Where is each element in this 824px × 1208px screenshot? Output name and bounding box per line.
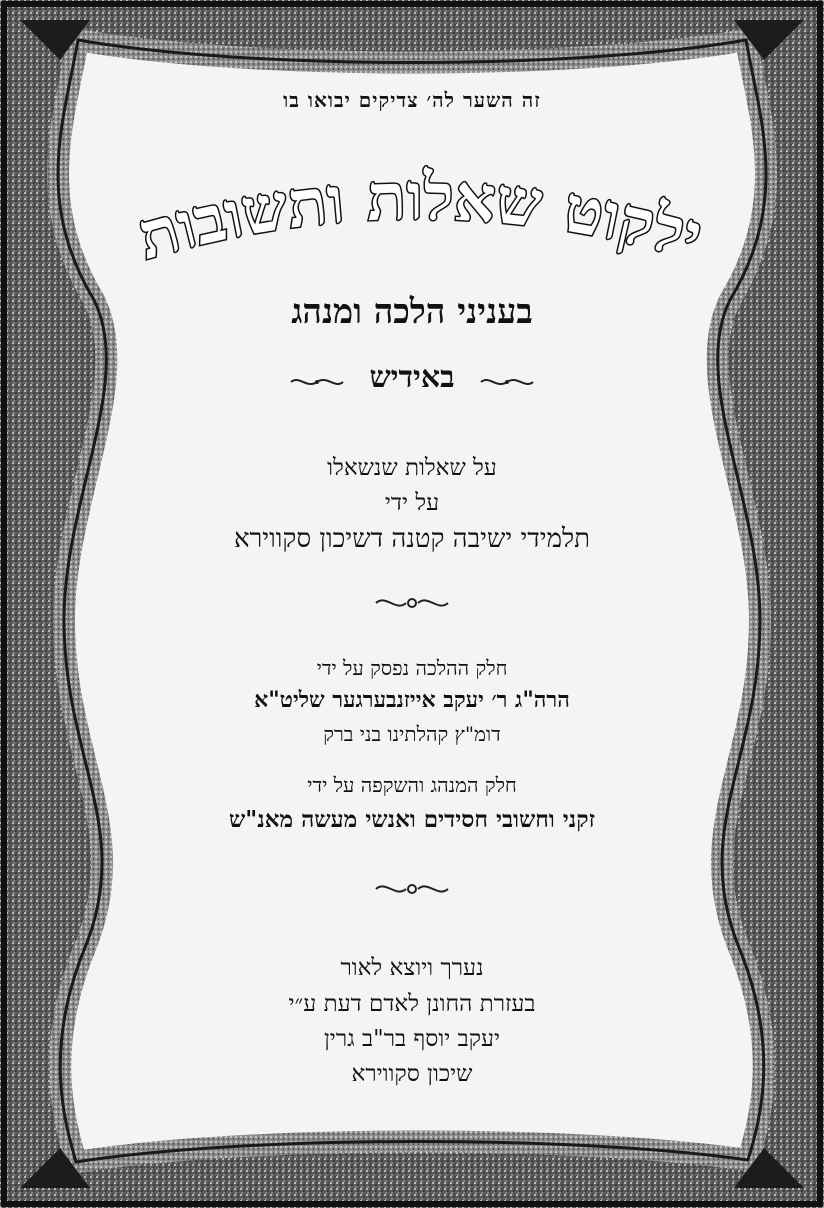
language-line bbox=[130, 360, 694, 397]
questions-line-3: תלמידי ישיבה קטנה דשיכון סקווירא bbox=[233, 524, 591, 554]
flourish-divider-icon bbox=[130, 880, 694, 902]
questions-line-1: על שאלות שנשאלו bbox=[327, 455, 497, 481]
title-content bbox=[130, 0, 694, 1208]
psak-line-2: הרה"ג ר׳ יעקב אייזנבערגער שליט"א bbox=[254, 687, 570, 713]
psak-line-3: דומ"ץ קהלתינו בני ברק bbox=[323, 722, 501, 746]
editor-line-3: יעקב יוסף בר"ב גרין bbox=[323, 1026, 501, 1052]
psak-line-5: זקני וחשובי חסידים ואנשי מעשה מאנ"ש bbox=[229, 806, 595, 833]
questions-line-2: על ידי bbox=[384, 490, 440, 516]
subtitle: בעניני הלכה ומנהג bbox=[291, 292, 533, 332]
language-label: באידיש bbox=[369, 360, 455, 395]
psak-line-1: חלק ההלכה נפסק על ידי bbox=[316, 656, 508, 680]
editor-line-4: שיכון סקווירא bbox=[351, 1061, 473, 1087]
editor-line-2: בעזרת החונן לאדם דעת ע״י bbox=[288, 991, 536, 1017]
scroll-ornament-icon bbox=[479, 362, 535, 397]
psak-line-4: חלק המנהג והשקפה על ידי bbox=[307, 773, 517, 797]
motto-line: זה השער לה׳ צדיקים יבואו בו bbox=[283, 88, 541, 112]
scroll-ornament-icon bbox=[289, 362, 345, 397]
flourish-divider-icon bbox=[130, 594, 694, 616]
main-title-text: ילקוט שאלות ותשובות bbox=[130, 159, 710, 276]
editor-line-1: נערך ויוצא לאור bbox=[340, 955, 484, 981]
